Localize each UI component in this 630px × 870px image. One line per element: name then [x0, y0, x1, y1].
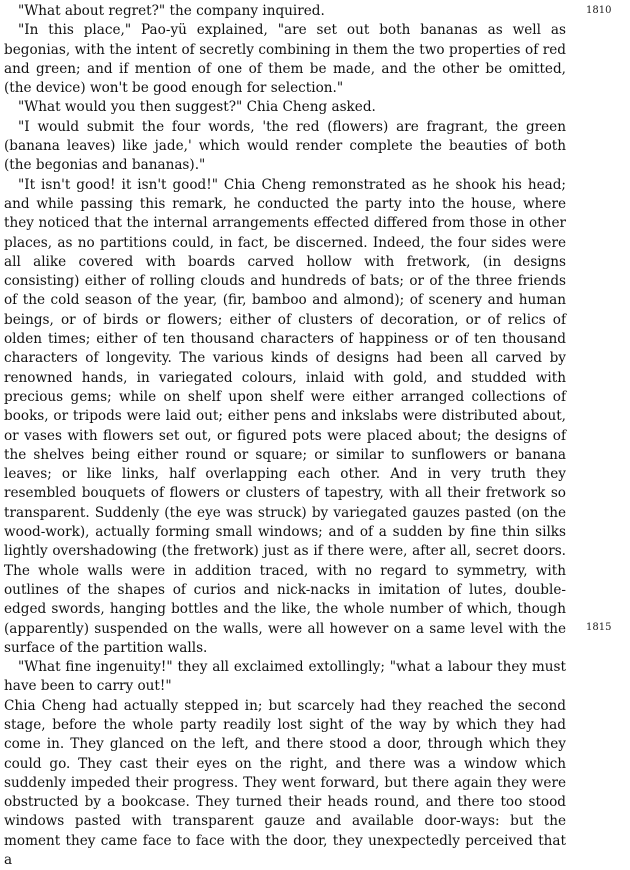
- paragraph: "What fine ingenuity!" they all exclaimed extollingly; "what a labour they must have been to carry out!": [4, 659, 566, 695]
- document-text: [4, 2, 566, 870]
- line-number-1810: 1810: [586, 5, 612, 16]
- line-number-1815: 1815: [586, 622, 612, 633]
- paragraph: "It isn't good! it isn't good!" Chia Cheng remonstrated as he shook his head; and while passing this remark, he conducted the party into the house, where they noticed that the internal arrangements effected differed from those in other places, as no partitions could, in fact, be discerned. Indeed, the four sides were all alike covered with boards carved hollow with fretwork, (in designs consisting) either of rolling clouds and hundreds of bats; or of the three friends of the cold season of the year, (fir, bamboo and almond); of scenery and human beings, or of birds or flowers; either of clusters of decoration, or of relics of olden times; either of ten thousand characters of happiness or of ten thousand characters of longevity. The various kinds of designs had been all carved by renowned hands, in variegated colours, inlaid with gold, and studded with precious gems; while on shelf upon shelf were either arranged collections of books, or tripods were laid out; either pens and inkslabs were distributed about, or vases with flowers set out, or figured pots were placed about; the designs of the shelves being either round or square; or similar to sunflowers or banana leaves; or like links, half overlapping each other. And in very truth they resembled bouquets of flowers or clusters of tapestry, with all their fretwork so transparent. Suddenly (the eye was struck) by variegated gauzes pasted (on the wood-work), actually forming small windows; and of a sudden by fine thin silks lightly overshadowing (the fretwork) just as if there were, after all, secret doors. The whole walls were in addition traced, with no regard to symmetry, with outlines of the shapes of curios and nick-nacks in imitation of lutes, double-edged swords, hanging bottles and the like, the whole number of which, though (apparently) suspended on the walls, were all however on a same level with the surface of the partition walls.: [4, 176, 566, 656]
- paragraph: Chia Cheng had actually stepped in; but scarcely had they reached the second stage, before the whole party readily lost sight of the way by which they had come in. They glanced on the left, and there stood a door, through which they could go. They cast their eyes on the right, and there was a window which suddenly impeded their progress. They went forward, but there again they were obstructed by a bookcase. They turned their heads round, and there too stood windows pasted with transparent gauze and available door-ways: but the moment they came face to face with the door, they unexpectedly perceived that a: [4, 697, 566, 869]
- paragraph: "I would submit the four words, 'the red (flowers) are fragrant, the green (banana leaves) like jade,' which would render complete the beauties of both (the begonias and bananas).": [4, 118, 566, 174]
- paragraph: "What would you then suggest?" Chia Cheng asked.: [18, 99, 376, 116]
- paragraph: "In this place," Pao-yü explained, "are set out both bananas as well as begonias, with the intent of secretly combining in them the two properties of red and green; and if mention of one of them be made, and the other be omitted, (the device) won't be good enough for selection.": [4, 22, 566, 97]
- paragraph: "What about regret?" the company inquired.: [18, 3, 325, 19]
